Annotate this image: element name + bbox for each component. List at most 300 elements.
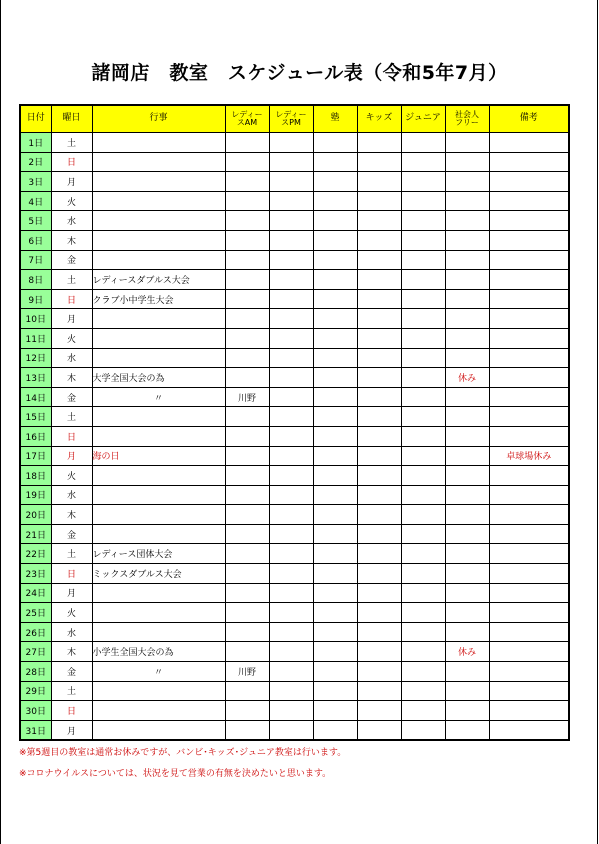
notes-cell: [489, 485, 569, 505]
ladies-pm-cell: [269, 564, 313, 584]
ladies-am-cell: [225, 270, 269, 290]
free-cell: [445, 524, 489, 544]
dow-cell: 木: [51, 642, 92, 662]
free-cell: [445, 250, 489, 270]
juku-cell: [313, 505, 357, 525]
ladies-pm-cell: [269, 309, 313, 329]
ladies-pm-cell: [269, 662, 313, 682]
free-cell: [445, 564, 489, 584]
ladies-am-cell: [225, 720, 269, 740]
table-row: [20, 289, 569, 309]
kids-cell: [357, 328, 401, 348]
dow-cell: 日: [51, 152, 92, 172]
ladies-am-cell: [225, 172, 269, 192]
notes-cell: [489, 230, 569, 250]
junior-cell: [401, 407, 445, 427]
junior-cell: [401, 544, 445, 564]
ladies-pm-cell: [269, 328, 313, 348]
table-row: [20, 622, 569, 642]
ladies-am-cell: [225, 368, 269, 388]
date-cell: 3日: [20, 172, 51, 192]
date-cell: 1日: [20, 133, 51, 153]
dow-cell: 火: [51, 191, 92, 211]
junior-cell: [401, 426, 445, 446]
ladies-am-cell: [225, 583, 269, 603]
juku-cell: [313, 368, 357, 388]
header-junior: ジュニア: [401, 105, 445, 133]
event-cell: [92, 524, 225, 544]
junior-cell: [401, 622, 445, 642]
kids-cell: [357, 505, 401, 525]
date-cell: 12日: [20, 348, 51, 368]
junior-cell: [401, 152, 445, 172]
event-cell: [92, 681, 225, 701]
kids-cell: [357, 289, 401, 309]
free-cell: [445, 662, 489, 682]
ladies-am-cell: 川野: [225, 662, 269, 682]
date-cell: 26日: [20, 622, 51, 642]
juku-cell: [313, 466, 357, 486]
dow-cell: 土: [51, 681, 92, 701]
kids-cell: [357, 250, 401, 270]
table-row: [20, 270, 569, 290]
ladies-pm-cell: [269, 603, 313, 623]
ladies-am-cell: [225, 466, 269, 486]
kids-cell: [357, 485, 401, 505]
juku-cell: [313, 152, 357, 172]
dow-cell: 金: [51, 250, 92, 270]
dow-cell: 木: [51, 505, 92, 525]
dow-cell: 水: [51, 348, 92, 368]
date-cell: 24日: [20, 583, 51, 603]
event-cell: [92, 172, 225, 192]
event-cell: ミックスダブルス大会: [92, 564, 225, 584]
free-cell: [445, 387, 489, 407]
ladies-pm-cell: [269, 270, 313, 290]
event-cell: クラブ小中学生大会: [92, 289, 225, 309]
dow-cell: 火: [51, 466, 92, 486]
kids-cell: [357, 564, 401, 584]
junior-cell: [401, 191, 445, 211]
ladies-am-cell: [225, 348, 269, 368]
dow-cell: 月: [51, 309, 92, 329]
event-cell: [92, 622, 225, 642]
table-row: [20, 720, 569, 740]
event-cell: [92, 230, 225, 250]
footnote-1: ※第5週目の教室は通常お休みですが、バンビ･キッズ･ジュニア教室は行います。: [19, 748, 347, 758]
ladies-am-cell: [225, 603, 269, 623]
ladies-pm-cell: [269, 485, 313, 505]
event-cell: [92, 466, 225, 486]
date-cell: 31日: [20, 720, 51, 740]
kids-cell: [357, 133, 401, 153]
notes-cell: [489, 309, 569, 329]
dow-cell: 土: [51, 544, 92, 564]
table-row: [20, 309, 569, 329]
ladies-am-cell: [225, 564, 269, 584]
page-border-left: [0, 0, 1, 844]
event-cell: [92, 426, 225, 446]
juku-cell: [313, 289, 357, 309]
kids-cell: [357, 309, 401, 329]
ladies-pm-cell: [269, 387, 313, 407]
notes-cell: [489, 622, 569, 642]
ladies-am-cell: [225, 485, 269, 505]
event-cell: レディース団体大会: [92, 544, 225, 564]
header-free: 社会人 フリー: [445, 105, 489, 133]
event-cell: [92, 250, 225, 270]
table-row: [20, 603, 569, 623]
juku-cell: [313, 446, 357, 466]
kids-cell: [357, 720, 401, 740]
table-row: [20, 368, 569, 388]
juku-cell: [313, 642, 357, 662]
date-cell: 9日: [20, 289, 51, 309]
ladies-pm-cell: [269, 720, 313, 740]
ladies-pm-cell: [269, 250, 313, 270]
kids-cell: [357, 662, 401, 682]
free-cell: [445, 505, 489, 525]
juku-cell: [313, 426, 357, 446]
free-cell: [445, 133, 489, 153]
juku-cell: [313, 583, 357, 603]
table-row: [20, 524, 569, 544]
kids-cell: [357, 387, 401, 407]
ladies-am-cell: [225, 622, 269, 642]
table-row: [20, 133, 569, 153]
date-cell: 10日: [20, 309, 51, 329]
event-cell: [92, 152, 225, 172]
event-cell: [92, 603, 225, 623]
table-row: [20, 466, 569, 486]
ladies-pm-cell: [269, 230, 313, 250]
event-cell: [92, 191, 225, 211]
junior-cell: [401, 289, 445, 309]
free-cell: [445, 446, 489, 466]
ladies-pm-cell: [269, 642, 313, 662]
ladies-am-cell: [225, 250, 269, 270]
ladies-am-cell: [225, 191, 269, 211]
junior-cell: [401, 505, 445, 525]
kids-cell: [357, 446, 401, 466]
notes-cell: [489, 407, 569, 427]
notes-cell: [489, 211, 569, 231]
footnote-2: ※コロナウイルスについては、状況を見て営業の有無を決めたいと思います。: [19, 769, 332, 779]
junior-cell: [401, 230, 445, 250]
free-cell: [445, 466, 489, 486]
table-row: [20, 152, 569, 172]
header-ladies-pm: レディー スPM: [269, 105, 313, 133]
event-cell: 〃: [92, 387, 225, 407]
junior-cell: [401, 211, 445, 231]
free-cell: [445, 348, 489, 368]
ladies-pm-cell: [269, 407, 313, 427]
ladies-pm-cell: [269, 446, 313, 466]
free-cell: [445, 720, 489, 740]
kids-cell: [357, 426, 401, 446]
date-cell: 7日: [20, 250, 51, 270]
kids-cell: [357, 211, 401, 231]
ladies-am-cell: [225, 309, 269, 329]
notes-cell: [489, 524, 569, 544]
notes-cell: [489, 564, 569, 584]
ladies-am-cell: [225, 505, 269, 525]
date-cell: 30日: [20, 701, 51, 721]
junior-cell: [401, 701, 445, 721]
dow-cell: 月: [51, 446, 92, 466]
kids-cell: [357, 191, 401, 211]
kids-cell: [357, 466, 401, 486]
junior-cell: [401, 583, 445, 603]
kids-cell: [357, 152, 401, 172]
free-cell: [445, 701, 489, 721]
dow-cell: 日: [51, 289, 92, 309]
notes-cell: [489, 505, 569, 525]
juku-cell: [313, 701, 357, 721]
kids-cell: [357, 583, 401, 603]
kids-cell: [357, 524, 401, 544]
table-row: [20, 642, 569, 662]
junior-cell: [401, 524, 445, 544]
junior-cell: [401, 309, 445, 329]
dow-cell: 月: [51, 720, 92, 740]
dow-cell: 金: [51, 662, 92, 682]
ladies-pm-cell: [269, 289, 313, 309]
junior-cell: [401, 348, 445, 368]
header-notes: 備考: [489, 105, 569, 133]
header-dow: 曜日: [51, 105, 92, 133]
junior-cell: [401, 368, 445, 388]
date-cell: 4日: [20, 191, 51, 211]
date-cell: 20日: [20, 505, 51, 525]
dow-cell: 月: [51, 583, 92, 603]
junior-cell: [401, 172, 445, 192]
table-row: [20, 191, 569, 211]
event-cell: 大学全国大会の為: [92, 368, 225, 388]
date-cell: 14日: [20, 387, 51, 407]
free-cell: [445, 328, 489, 348]
ladies-am-cell: [225, 426, 269, 446]
table-row: [20, 348, 569, 368]
dow-cell: 月: [51, 172, 92, 192]
ladies-pm-cell: [269, 368, 313, 388]
junior-cell: [401, 603, 445, 623]
junior-cell: [401, 564, 445, 584]
table-row: [20, 387, 569, 407]
juku-cell: [313, 230, 357, 250]
date-cell: 16日: [20, 426, 51, 446]
notes-cell: [489, 328, 569, 348]
notes-cell: [489, 250, 569, 270]
junior-cell: [401, 466, 445, 486]
page-border-right: [597, 0, 598, 844]
junior-cell: [401, 250, 445, 270]
junior-cell: [401, 328, 445, 348]
table-row: [20, 662, 569, 682]
event-cell: [92, 701, 225, 721]
page-title: 諸岡店 教室 スケジュール表（令和5年7月）: [91, 62, 508, 84]
notes-cell: [489, 368, 569, 388]
free-cell: [445, 172, 489, 192]
notes-cell: [489, 681, 569, 701]
dow-cell: 水: [51, 622, 92, 642]
junior-cell: [401, 681, 445, 701]
junior-cell: [401, 133, 445, 153]
free-cell: [445, 485, 489, 505]
dow-cell: 土: [51, 133, 92, 153]
date-cell: 21日: [20, 524, 51, 544]
ladies-am-cell: [225, 544, 269, 564]
ladies-pm-cell: [269, 426, 313, 446]
ladies-am-cell: 川野: [225, 387, 269, 407]
free-cell: [445, 191, 489, 211]
table-row: [20, 544, 569, 564]
ladies-pm-cell: [269, 524, 313, 544]
ladies-am-cell: [225, 230, 269, 250]
ladies-pm-cell: [269, 172, 313, 192]
dow-cell: 日: [51, 701, 92, 721]
dow-cell: 日: [51, 564, 92, 584]
notes-cell: [489, 289, 569, 309]
ladies-am-cell: [225, 642, 269, 662]
ladies-pm-cell: [269, 191, 313, 211]
notes-cell: [489, 426, 569, 446]
date-cell: 11日: [20, 328, 51, 348]
kids-cell: [357, 642, 401, 662]
date-cell: 23日: [20, 564, 51, 584]
juku-cell: [313, 191, 357, 211]
junior-cell: [401, 270, 445, 290]
event-cell: [92, 583, 225, 603]
juku-cell: [313, 681, 357, 701]
juku-cell: [313, 348, 357, 368]
kids-cell: [357, 407, 401, 427]
junior-cell: [401, 485, 445, 505]
dow-cell: 土: [51, 270, 92, 290]
juku-cell: [313, 328, 357, 348]
ladies-am-cell: [225, 133, 269, 153]
notes-cell: 卓球場休み: [489, 446, 569, 466]
header-kids: キッズ: [357, 105, 401, 133]
junior-cell: [401, 720, 445, 740]
junior-cell: [401, 662, 445, 682]
ladies-pm-cell: [269, 505, 313, 525]
juku-cell: [313, 270, 357, 290]
table-row: [20, 583, 569, 603]
free-cell: [445, 622, 489, 642]
dow-cell: 金: [51, 387, 92, 407]
notes-cell: [489, 270, 569, 290]
free-cell: [445, 270, 489, 290]
free-cell: [445, 603, 489, 623]
free-cell: [445, 407, 489, 427]
dow-cell: 木: [51, 230, 92, 250]
junior-cell: [401, 642, 445, 662]
ladies-pm-cell: [269, 211, 313, 231]
notes-cell: [489, 720, 569, 740]
notes-cell: [489, 152, 569, 172]
ladies-pm-cell: [269, 583, 313, 603]
ladies-pm-cell: [269, 681, 313, 701]
header-ladies-am: レディー スAM: [225, 105, 269, 133]
event-cell: [92, 720, 225, 740]
kids-cell: [357, 681, 401, 701]
free-cell: [445, 211, 489, 231]
date-cell: 13日: [20, 368, 51, 388]
free-cell: [445, 152, 489, 172]
date-cell: 15日: [20, 407, 51, 427]
notes-cell: [489, 603, 569, 623]
juku-cell: [313, 250, 357, 270]
notes-cell: [489, 642, 569, 662]
ladies-pm-cell: [269, 152, 313, 172]
juku-cell: [313, 387, 357, 407]
event-cell: [92, 211, 225, 231]
date-cell: 2日: [20, 152, 51, 172]
kids-cell: [357, 701, 401, 721]
free-cell: 休み: [445, 368, 489, 388]
kids-cell: [357, 368, 401, 388]
date-cell: 28日: [20, 662, 51, 682]
kids-cell: [357, 230, 401, 250]
event-cell: 小学生全国大会の為: [92, 642, 225, 662]
date-cell: 25日: [20, 603, 51, 623]
notes-cell: [489, 544, 569, 564]
dow-cell: 木: [51, 368, 92, 388]
free-cell: [445, 681, 489, 701]
header-date: 日付: [20, 105, 51, 133]
free-cell: [445, 289, 489, 309]
notes-cell: [489, 387, 569, 407]
ladies-pm-cell: [269, 348, 313, 368]
notes-cell: [489, 466, 569, 486]
juku-cell: [313, 603, 357, 623]
juku-cell: [313, 172, 357, 192]
schedule-table: [19, 104, 570, 741]
header-event: 行事: [92, 105, 225, 133]
junior-cell: [401, 387, 445, 407]
juku-cell: [313, 720, 357, 740]
ladies-am-cell: [225, 211, 269, 231]
notes-cell: [489, 172, 569, 192]
kids-cell: [357, 544, 401, 564]
ladies-am-cell: [225, 446, 269, 466]
ladies-am-cell: [225, 524, 269, 544]
table-row: [20, 446, 569, 466]
table-row: [20, 681, 569, 701]
ladies-pm-cell: [269, 622, 313, 642]
table-row: [20, 505, 569, 525]
event-cell: [92, 485, 225, 505]
table-row: [20, 328, 569, 348]
free-cell: [445, 583, 489, 603]
table-row: [20, 485, 569, 505]
ladies-am-cell: [225, 328, 269, 348]
ladies-pm-cell: [269, 701, 313, 721]
date-cell: 27日: [20, 642, 51, 662]
notes-cell: [489, 191, 569, 211]
ladies-am-cell: [225, 681, 269, 701]
dow-cell: 土: [51, 407, 92, 427]
notes-cell: [489, 701, 569, 721]
header-juku: 塾: [313, 105, 357, 133]
notes-cell: [489, 133, 569, 153]
ladies-pm-cell: [269, 544, 313, 564]
date-cell: 17日: [20, 446, 51, 466]
juku-cell: [313, 407, 357, 427]
table-row: [20, 172, 569, 192]
table-row: [20, 564, 569, 584]
